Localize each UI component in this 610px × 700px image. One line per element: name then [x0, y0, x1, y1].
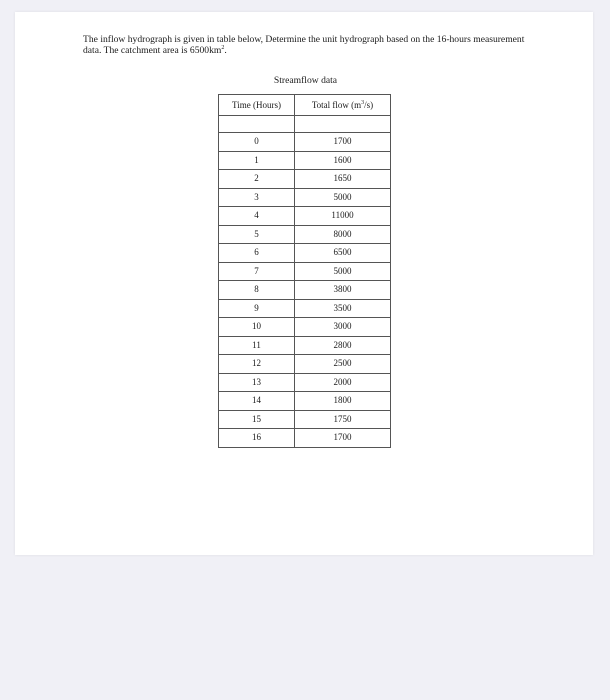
table-row [219, 392, 391, 411]
flow-cell: 1650 [295, 170, 391, 189]
table-row [219, 410, 391, 429]
table-spacer-row [219, 116, 391, 133]
table-row [219, 244, 391, 263]
table-body [219, 116, 391, 448]
time-cell: 16 [219, 429, 295, 448]
table-row [219, 262, 391, 281]
question-end: . [224, 45, 227, 56]
time-cell: 9 [219, 299, 295, 318]
flow-cell: 3000 [295, 318, 391, 337]
header-flow-prefix: Total flow (m [311, 100, 362, 110]
flow-cell: 3800 [295, 281, 391, 300]
table-row [219, 299, 391, 318]
flow-cell: 5000 [295, 188, 391, 207]
streamflow-table [218, 94, 391, 448]
header-flow-superscript: 3 [361, 100, 365, 106]
flow-cell: 2000 [295, 373, 391, 392]
table-row [219, 429, 391, 448]
time-cell: 7 [219, 262, 295, 281]
table-caption: Streamflow data [273, 75, 338, 86]
header-flow [295, 95, 391, 116]
header-time: Time (Hours) [219, 95, 295, 116]
table-row [219, 355, 391, 374]
spacer-cell-flow [295, 116, 391, 133]
time-cell: 11 [219, 336, 295, 355]
time-cell: 0 [219, 133, 295, 152]
document-page [15, 12, 593, 555]
flow-cell: 11000 [295, 207, 391, 226]
question-superscript: 2 [221, 44, 225, 51]
time-cell: 6 [219, 244, 295, 263]
table-row [219, 151, 391, 170]
flow-cell: 1600 [295, 151, 391, 170]
flow-cell: 1700 [295, 133, 391, 152]
table-row [219, 225, 391, 244]
flow-cell: 3500 [295, 299, 391, 318]
table-row [219, 133, 391, 152]
flow-cell: 1750 [295, 410, 391, 429]
flow-cell: 2500 [295, 355, 391, 374]
flow-cell: 5000 [295, 262, 391, 281]
time-cell: 5 [219, 225, 295, 244]
table-row [219, 170, 391, 189]
time-cell: 3 [219, 188, 295, 207]
table-row [219, 207, 391, 226]
time-cell: 2 [219, 170, 295, 189]
flow-cell: 1700 [295, 429, 391, 448]
time-cell: 12 [219, 355, 295, 374]
table-row [219, 281, 391, 300]
time-cell: 13 [219, 373, 295, 392]
header-flow-suffix: /s) [364, 100, 374, 110]
time-cell: 1 [219, 151, 295, 170]
table-row [219, 373, 391, 392]
time-cell: 4 [219, 207, 295, 226]
table-row [219, 318, 391, 337]
flow-cell: 2800 [295, 336, 391, 355]
time-cell: 8 [219, 281, 295, 300]
time-cell: 14 [219, 392, 295, 411]
table-row [219, 336, 391, 355]
flow-cell: 8000 [295, 225, 391, 244]
flow-cell: 1800 [295, 392, 391, 411]
question-body: The inflow hydrograph is given in table below, Determine the unit hydrograph based on the 16-hours measurement data. The catchment area is 6500km [83, 34, 525, 56]
time-cell: 10 [219, 318, 295, 337]
table-row [219, 188, 391, 207]
flow-cell: 6500 [295, 244, 391, 263]
table-header-row [219, 95, 391, 116]
time-cell: 15 [219, 410, 295, 429]
spacer-cell-time [219, 116, 295, 133]
question-text [83, 34, 538, 56]
